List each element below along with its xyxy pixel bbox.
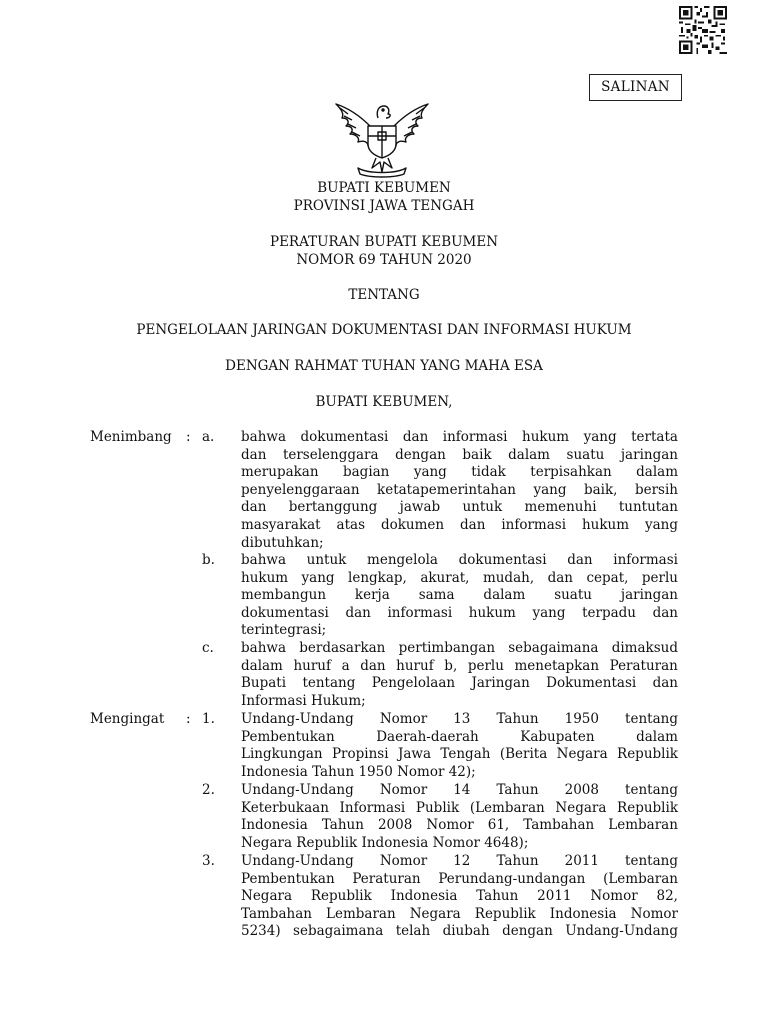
text-line: Lingkungan Propinsi Jawa Tengah (Berita Negara Republik	[241, 746, 678, 763]
text-line: dibutuhkan;	[241, 534, 324, 551]
menimbang-item-c	[241, 640, 678, 710]
text-line: Pembentukan Daerah-daerah Kabupaten dalam	[241, 728, 678, 745]
menimbang-item-b	[241, 552, 678, 640]
text-line: bahwa untuk mengelola dokumentasi dan informasi	[241, 552, 678, 568]
text-line: penyelenggaraan ketatapemerintahan yang baik, bersih	[241, 481, 678, 498]
menimbang-label: Menimbang	[90, 429, 172, 445]
menimbang-colon: :	[186, 429, 191, 445]
text-line: Tambahan Lembaran Negara Republik Indonesia Nomor	[241, 905, 678, 922]
mengingat-item-2	[241, 782, 678, 852]
text-line: Keterbukaan Informasi Publik (Lembaran Negara Republik	[241, 799, 678, 816]
text-line: 5234) sebagaimana telah diubah dengan Undang-Undang	[241, 923, 678, 940]
garuda-emblem-icon	[330, 96, 434, 178]
text-line: masyarakat atas dokumen dan informasi hukum yang	[241, 516, 678, 533]
text-line: dan terselenggara dengan baik dalam suatu jaringan	[241, 446, 678, 463]
regulation-subject: PENGELOLAAN JARINGAN DOKUMENTASI DAN INFORMASI HUKUM	[136, 322, 632, 338]
menimbang-item-c-marker: c.	[202, 640, 214, 656]
bupati-heading: BUPATI KEBUMEN	[317, 180, 451, 196]
text-line: Pembentukan Peraturan Perundang-undangan (Lembaran	[241, 870, 678, 887]
text-line: dan bertanggung jawab untuk memenuhi tuntutan	[241, 499, 678, 516]
text-line: hukum yang lengkap, akurat, mudah, dan cepat, perlu	[241, 569, 678, 586]
text-line: Informasi Hukum;	[241, 692, 366, 709]
text-line: Bupati tentang Pengelolaan Jaringan Dokumentasi dan	[241, 675, 678, 692]
text-line: membangun kerja sama dalam suatu jaringan	[241, 587, 678, 604]
salinan-stamp: SALINAN	[589, 74, 682, 101]
text-line: dalam huruf a dan huruf b, perlu menetapkan Peraturan	[241, 657, 678, 674]
text-line: Undang-Undang Nomor 12 Tahun 2011 tentang	[241, 853, 678, 869]
mengingat-item-3-marker: 3.	[202, 853, 215, 869]
text-line: Indonesia Tahun 2008 Nomor 61, Tambahan Lembaran	[241, 817, 678, 834]
mengingat-item-3	[241, 853, 678, 941]
mengingat-label: Mengingat	[90, 711, 165, 727]
text-line: Undang-Undang Nomor 13 Tahun 1950 tentang	[241, 711, 678, 727]
tentang-label: TENTANG	[348, 287, 420, 303]
qr-code-icon	[679, 6, 727, 54]
province-heading: PROVINSI JAWA TENGAH	[293, 198, 475, 214]
mengingat-item-1-marker: 1.	[202, 711, 215, 727]
regulation-number: NOMOR 69 TAHUN 2020	[296, 252, 472, 268]
invocation: DENGAN RAHMAT TUHAN YANG MAHA ESA	[225, 358, 543, 374]
text-line: Indonesia Tahun 1950 Nomor 42);	[241, 763, 476, 780]
enacting-authority: BUPATI KEBUMEN,	[315, 394, 453, 410]
mengingat-item-2-marker: 2.	[202, 782, 215, 798]
text-line: Negara Republik Indonesia Nomor 4648);	[241, 834, 529, 851]
mengingat-item-1	[241, 711, 678, 781]
text-line: Undang-Undang Nomor 14 Tahun 2008 tentang	[241, 782, 678, 798]
mengingat-colon: :	[186, 711, 191, 727]
text-line: dokumentasi dan informasi hukum yang terpadu dan	[241, 604, 678, 621]
text-line: bahwa dokumentasi dan informasi hukum yang tertata	[241, 429, 678, 445]
regulation-title: PERATURAN BUPATI KEBUMEN	[269, 234, 499, 250]
menimbang-item-a	[241, 429, 678, 552]
text-line: bahwa berdasarkan pertimbangan sebagaimana dimaksud	[241, 640, 678, 656]
text-line: merupakan bagian yang tidak terpisahkan dalam	[241, 464, 678, 481]
menimbang-item-a-marker: a.	[202, 429, 215, 445]
text-line: Negara Republik Indonesia Tahun 2011 Nomor 82,	[241, 888, 678, 905]
menimbang-item-b-marker: b.	[202, 552, 215, 568]
text-line: terintegrasi;	[241, 622, 327, 639]
